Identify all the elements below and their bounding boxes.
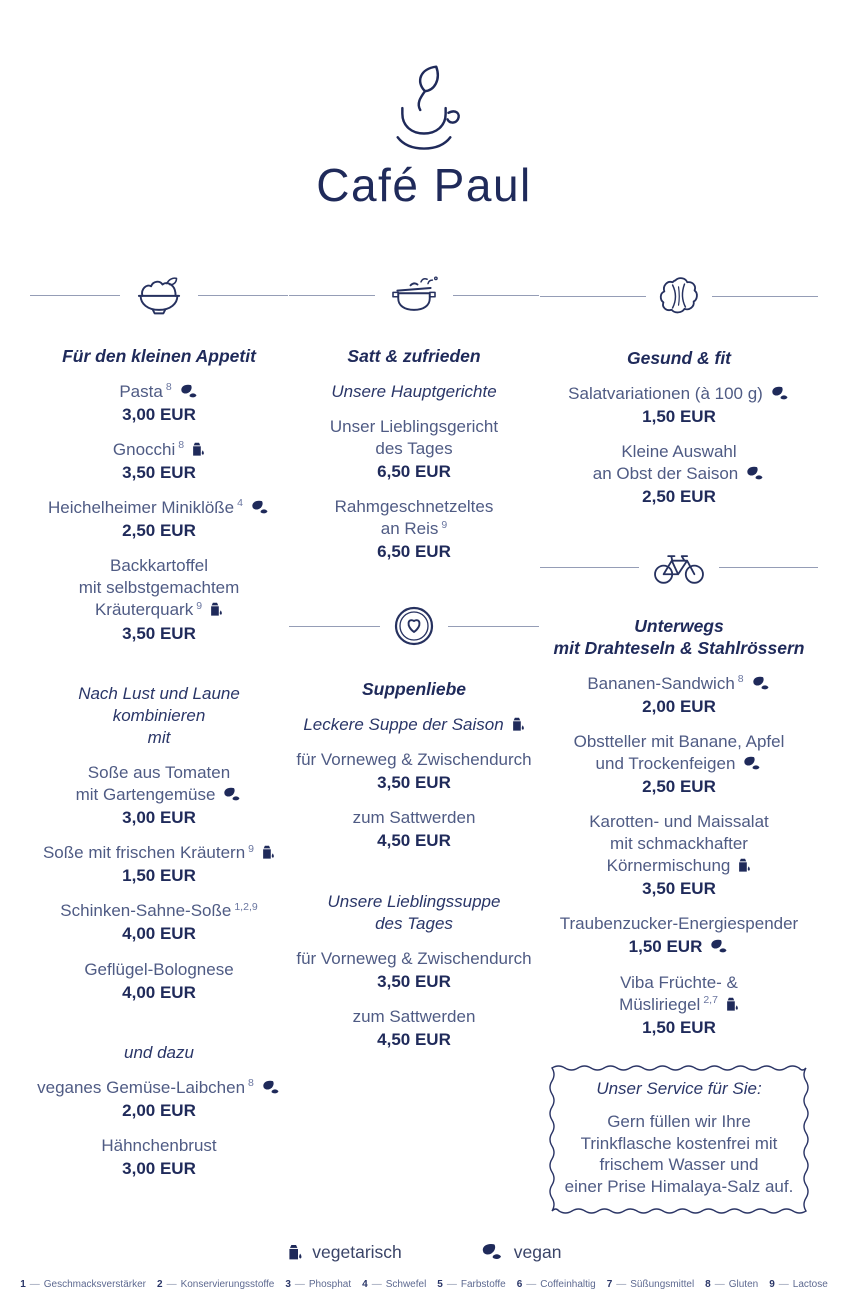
item-name [289,496,539,540]
item-name [30,1135,288,1157]
item-name [289,807,539,829]
text-line: des Tages [375,438,453,458]
legend [0,1242,848,1263]
item-name [289,948,539,970]
vegetarian-icon [261,844,275,860]
legend-vegan [480,1242,562,1263]
footnote-number: 9 [769,1278,775,1290]
item-name [30,381,288,403]
text-line: Backkartoffel [110,556,208,576]
price-text: 3,50 EUR [642,879,716,899]
note-text [289,891,539,935]
footnote-dash: — [446,1278,457,1290]
text-line: Heichelheimer Miniklöße $^4$ [30,497,288,519]
footnote-number: 7 [606,1278,613,1290]
price-text: 3,50 EUR [377,971,451,991]
footnote [20,1279,146,1290]
divider-line [289,626,380,627]
menu-item [289,948,539,993]
item-price [289,1029,539,1051]
vegetarian-icon [287,1243,303,1261]
text-line: Rahmgeschnetzeltes [334,497,494,517]
divider-line [540,567,639,568]
item-price [540,696,818,718]
footnote-label: Geschmacksverstärker [43,1278,146,1290]
brand-title: Café Paul [316,159,532,211]
divider-line [540,296,646,297]
divider-line [198,295,288,296]
text-line: Pasta $^8$ [30,381,288,403]
item-name [289,749,539,771]
menu-column [30,274,288,1216]
menu-item [540,441,818,508]
item-name [540,673,818,695]
divider-line [712,296,818,297]
item-name [289,1006,539,1028]
footnote [157,1279,274,1290]
price-text: 2,50 EUR [642,776,716,796]
footnote-number: 5 [437,1278,443,1290]
item-price [540,776,818,798]
menu-note [30,683,288,749]
footnote-dash: — [294,1278,305,1290]
text-line: Unser Lieblingsgericht [329,416,499,436]
text-line: Soße aus Tomaten [87,762,231,782]
vegan-icon [751,676,771,691]
footnote-ref: 8 [737,672,744,685]
service-box-line: einer Prise Himalaya-Salz auf. [564,1177,794,1197]
text-line: an Obst der Saison [540,463,818,485]
item-name [30,1077,288,1099]
menu-item [30,497,288,542]
section-title-line: Satt & zufrieden [347,346,481,366]
item-price [540,486,818,508]
section-title-line: Unterwegs [634,616,724,637]
footnote-label: Phosphat [308,1278,352,1290]
text-line: Soße mit frischen Kräutern $^9$ [30,842,288,864]
text-line: und dazu [124,1042,194,1062]
text-line: an Reis $^9$ [380,518,448,539]
menu-item [289,496,539,563]
note-text [30,683,288,749]
text-line: Schinken-Sahne-Soße $^{1,2,9}$ [60,900,258,921]
item-price [540,406,818,428]
vegan-icon [745,466,765,481]
menu-item [540,811,818,900]
menu-item [540,913,818,958]
text-line: für Vorneweg & Zwischendurch [296,750,532,770]
item-price [30,923,288,945]
section-title-line: Gesund & fit [626,348,732,368]
price-text: 2,50 EUR [642,487,716,507]
footnote-number: 3 [285,1278,291,1290]
item-name [540,731,818,775]
text-line: und Trockenfeigen [540,753,818,775]
price-text: 1,50 EUR [628,937,703,957]
text-line: Kräuterquark $^9$ [30,599,288,621]
item-price [289,461,539,483]
menu-item [540,972,818,1039]
note-text [289,381,539,403]
text-line: Salatvariationen (à 100 g) [540,383,818,405]
footnote-dash: — [371,1278,382,1290]
footnote-number: 4 [362,1278,368,1290]
text-line: Kleine Auswahl [621,441,737,461]
footnote [607,1279,694,1290]
menu-item [30,439,288,484]
section-title-line: mit Drahteseln & Stahlrössern [553,637,805,658]
footnote [437,1279,505,1290]
section-title [289,346,539,368]
item-price [540,1017,818,1039]
menu-column [540,274,818,1216]
divider-line [448,626,539,627]
footnote-dash: — [29,1278,40,1290]
text-line: Unsere Lieblingssuppe [327,891,501,911]
text-line: Traubenzucker-Energiespender [559,914,799,934]
menu-item [540,383,818,428]
price-text: 3,00 EUR [122,1159,196,1179]
footnote-label: Coffeinhaltig [540,1278,596,1290]
item-name [289,416,539,460]
item-name [30,900,288,922]
section-title-line: Für den kleinen Appetit [62,346,256,366]
item-name [540,913,818,935]
text-line: mit schmackhafter [610,834,748,854]
item-name [30,842,288,864]
price-text: 3,00 EUR [122,404,196,424]
text-line: Nach Lust und Laune [78,683,240,703]
menu-item [30,900,288,945]
section-divider [540,548,818,586]
vegetarian-icon [725,996,739,1012]
text-line: Müsliriegel $^{2,7}$ [540,994,818,1016]
menu-note [289,891,539,935]
vegetarian-icon [737,857,751,873]
menu-item [30,959,288,1004]
item-name [30,762,288,806]
item-price [289,772,539,794]
menu-note [289,714,539,736]
section-title [540,348,818,370]
text-line: Viba Früchte- & [620,972,738,992]
text-line: Unsere Hauptgerichte [331,381,497,401]
footnote-ref: 8 [165,381,172,394]
vegan-icon [709,939,729,954]
footnote-ref: 1,2,9 [234,900,258,913]
footnotes [0,1279,848,1290]
footnote-dash: — [166,1278,177,1290]
footnote-ref: 9 [441,518,448,531]
footnote-label: Farbstoffe [460,1278,506,1290]
menu-note [289,381,539,403]
price-text: 1,50 EUR [642,1017,716,1037]
menu-item [30,1135,288,1180]
section-divider [30,274,288,316]
item-price [540,936,818,958]
footnote-ref: 4 [237,497,243,510]
vegan-icon [222,787,242,802]
menu-note [30,1042,288,1064]
section-title [540,616,818,659]
divider-line [453,295,539,296]
heart-icon [391,603,437,649]
menu-item [289,807,539,852]
price-text: 1,50 EUR [642,406,716,426]
divider-line [719,567,818,568]
item-price [30,404,288,426]
footnote-ref: 8 [248,1077,254,1090]
price-text: 6,50 EUR [377,461,451,481]
text-line: Karotten- und Maissalat [589,812,769,831]
text-line: für Vorneweg & Zwischendurch [296,948,532,968]
service-box-line: Gern füllen wir Ihre [607,1111,751,1131]
section-divider [289,603,539,649]
divider-line [289,295,375,296]
footnote-ref: 2,7 [703,994,718,1006]
item-name [30,555,288,621]
footnote-label: Lactose [792,1278,828,1290]
footnote [517,1279,596,1290]
vegan-icon [261,1080,281,1095]
footnote [285,1279,351,1290]
section-title [289,679,539,701]
vegan-icon [179,384,199,399]
price-text: 2,00 EUR [642,696,716,716]
menu-item [540,673,818,718]
vegan-icon [250,500,270,515]
legend-vegetarian-label: vegetarisch [312,1241,402,1262]
menu-columns [0,274,848,1216]
menu-item [289,1006,539,1051]
text-line: zum Sattwerden [352,808,476,828]
header [0,0,848,212]
legend-vegan-label: vegan [513,1241,562,1262]
footnote [705,1279,758,1290]
item-name [30,959,288,981]
service-box [547,1063,811,1216]
text-line: mit Gartengemüse [30,784,288,806]
vegetarian-icon [511,716,525,732]
footnote-ref: 9 [248,842,255,855]
service-box-text [551,1111,807,1198]
menu-item [30,762,288,829]
menu-item [30,842,288,887]
item-price [30,1158,288,1180]
service-box-line: Trinkflasche kostenfrei mit [580,1133,778,1153]
price-text: 1,50 EUR [122,866,196,886]
text-line: Körnermischung [540,855,818,877]
menu-item [289,749,539,794]
item-price [289,541,539,563]
price-text: 3,50 EUR [377,773,451,793]
footnote-number: 8 [705,1278,711,1290]
note-text [289,714,539,736]
text-line: zum Sattwerden [352,1006,476,1026]
footnote-ref: 9 [196,599,203,612]
footnote-dash: — [714,1278,725,1290]
text-line: Bananen-Sandwich $^8$ [540,673,818,695]
text-line: Gnocchi $^8$ [30,439,288,461]
bowl-icon [131,274,187,316]
price-text: 3,00 EUR [122,808,196,828]
item-name [540,441,818,485]
footnote-number: 2 [157,1278,163,1290]
footnote-dash: — [778,1278,789,1290]
legend-vegetarian [287,1242,402,1263]
menu-item [289,416,539,483]
text-line: des Tages [375,913,453,933]
footnote-number: 1 [20,1278,26,1290]
item-name [540,811,818,877]
menu-item [30,1077,288,1122]
menu-item [540,731,818,798]
lettuce-icon [657,274,701,318]
item-name [540,383,818,405]
footnote-label: Schwefel [385,1278,427,1290]
footnote-ref: 8 [178,439,185,452]
text-line: kombinieren [112,705,206,725]
footnote-label: Gluten [728,1278,759,1290]
text-line: Leckere Suppe der Saison [289,714,539,736]
footnote-number: 6 [516,1278,523,1290]
footnote-dash: — [526,1278,537,1290]
footnote-dash: — [616,1278,627,1290]
menu-column [289,274,539,1216]
price-text: 2,50 EUR [122,521,196,541]
item-price [30,982,288,1004]
item-price [30,807,288,829]
footnote [769,1279,828,1290]
cup-leaf-logo-icon [0,62,848,158]
price-text: 4,50 EUR [377,1029,451,1049]
footnote-label: Konservierungsstoffe [180,1278,275,1290]
section-title-line: Suppenliebe [361,679,467,700]
menu-item [30,555,288,644]
item-price [30,623,288,645]
vegetarian-icon [191,441,205,457]
price-text: 4,00 EUR [122,924,196,944]
text-line: mit selbstgemachtem [78,578,240,598]
item-price [30,865,288,887]
note-text [30,1042,288,1064]
pot-icon [386,274,442,316]
price-text: 4,00 EUR [122,982,196,1002]
price-text: 4,50 EUR [377,831,451,851]
item-price [289,830,539,852]
item-price [289,971,539,993]
item-price [30,520,288,542]
vegan-icon [770,386,790,401]
price-text: 6,50 EUR [377,542,451,562]
text-line: veganes Gemüse-Laibchen $^8$ [30,1077,288,1099]
item-price [30,462,288,484]
text-line: Obstteller mit Banane, Apfel [573,731,785,751]
text-line: Geflügel-Bolognese [84,959,234,979]
price-text: 3,50 EUR [122,462,196,482]
text-line: mit [147,727,171,747]
vegan-icon [480,1243,504,1261]
section-divider [540,274,818,318]
vegetarian-icon [209,601,223,617]
footnote-label: Süßungsmittel [630,1278,695,1290]
item-price [30,1100,288,1122]
item-name [30,439,288,461]
text-line: Hähnchenbrust [101,1136,217,1156]
bicycle-icon [650,548,708,586]
menu-item [30,381,288,426]
price-text: 2,00 EUR [122,1100,196,1120]
item-name [540,972,818,1016]
item-price [540,878,818,900]
section-divider [289,274,539,316]
price-text: 3,50 EUR [122,623,196,643]
footnote [362,1279,426,1290]
item-name [30,497,288,519]
section-title [30,346,288,368]
vegan-icon [742,756,762,771]
service-box-line: frischem Wasser und [599,1155,759,1175]
divider-line [30,295,120,296]
service-box-title: Unser Service für Sie: [596,1078,762,1098]
